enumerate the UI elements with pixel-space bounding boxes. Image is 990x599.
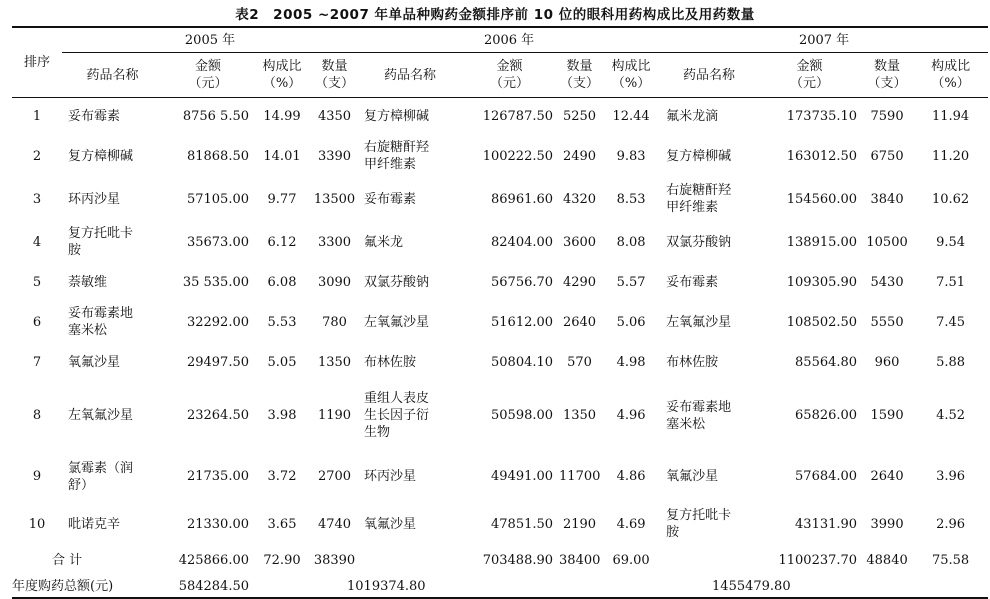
header-2007-qty: 数量 （支） [861,53,913,98]
qty-2006: 1350 [562,408,597,423]
qty-2006: 11700 [559,469,601,484]
total-ratio-2007: 75.58 [931,553,970,568]
table-row [12,221,988,264]
qty-2005: 1350 [317,354,352,370]
ratio-2005: 3.98 [267,408,297,423]
amount-2007: 163012.50 [786,148,858,164]
amount-2006: 86961.60 [491,191,554,207]
qty-2005: 13500 [313,191,356,207]
drug-name-2007: 妥布霉素 [666,274,719,290]
rank-cell: 5 [32,274,42,290]
amount-2007: 43131.90 [795,516,858,532]
header-rank: 排序 [12,27,62,98]
rank-cell: 3 [32,191,42,207]
table-title: 表2 2005 ~2007 年单品种购药金额排序前 10 位的眼科用药构成比及用药数量 [235,7,755,23]
drug-name-2005: 氧氟沙星 [68,354,121,370]
table-row [12,451,988,503]
qty-2005: 4740 [317,516,352,532]
drug-name-2007: 双氯芬酸钠 [666,234,732,250]
amount-2007: 109305.90 [786,274,858,290]
drug-name-2007: 布林佐胺 [666,354,719,370]
annual-amount-2006: 1019374.80 [253,576,557,598]
ratio-2006: 4.98 [616,354,646,370]
table-row [12,98,988,135]
total-ratio-2005: 72.90 [263,553,301,568]
table-row [12,301,988,344]
annual-total-row [12,576,988,598]
drug-name-2005: 妥布霉素地 塞米松 [68,306,134,338]
qty-2007: 1590 [870,408,904,423]
rank-cell: 2 [32,148,42,164]
rank-cell: 8 [32,408,42,423]
header-2007-amount: 金额 （元） [758,53,861,98]
qty-2006: 2490 [562,148,597,164]
amount-2005: 23264.50 [186,408,249,423]
rank-cell: 10 [28,516,46,532]
ratio-2007: 9.54 [936,234,966,250]
qty-2006: 2190 [562,516,597,532]
header-2005-ratio: 构成比 （%） [253,53,311,98]
amount-2005: 35673.00 [186,234,249,250]
drug-name-2006: 重组人表皮 生长因子衍 生物 [364,391,430,440]
amount-2005: 8756 5.50 [182,108,249,124]
qty-2005: 4350 [317,108,352,124]
qty-2005: 1190 [317,408,352,423]
ratio-2007: 7.45 [936,314,966,330]
header-year-2005: 2005 年 [62,27,358,53]
ratio-2006: 8.08 [616,234,646,250]
header-column-row [12,53,988,98]
drug-name-2006: 氧氟沙星 [364,516,417,532]
qty-2006: 4320 [562,191,597,207]
qty-2007: 960 [874,354,900,370]
header-2007-name: 药品名称 [660,53,758,98]
qty-2007: 3990 [870,516,904,532]
qty-2007: 10500 [866,234,908,250]
qty-2007: 5550 [870,314,904,330]
header-2006-qty: 数量 （支） [557,53,602,98]
drug-name-2005: 左氧氟沙星 [68,408,134,423]
drug-name-2006: 双氯芬酸钠 [364,274,430,290]
header-2005-name: 药品名称 [62,53,163,98]
table-row [12,503,988,546]
drug-name-2005: 氯霉素（润 舒） [68,460,134,493]
drug-name-2007: 左氧氟沙星 [666,314,732,330]
qty-2007: 6750 [870,148,904,164]
qty-2005: 2700 [317,469,352,484]
ratio-2006: 5.57 [616,274,646,290]
ratio-2007: 7.51 [936,274,966,290]
header-2006-ratio: 构成比 （%） [602,53,660,98]
drug-name-2007: 氟米龙滴 [666,108,719,124]
amount-2006: 47851.50 [491,516,554,532]
header-year-row [12,27,988,53]
rank-cell: 7 [32,354,42,370]
drug-name-2007: 右旋糖酐羟 甲纤维素 [666,183,732,215]
qty-2007: 3840 [870,191,904,207]
amount-2006: 49491.00 [491,469,554,484]
qty-2007: 5430 [870,274,904,290]
total-empty-2006 [358,546,462,576]
rank-cell: 6 [32,314,42,330]
qty-2006: 5250 [562,108,597,124]
total-amount-2006: 703488.90 [482,553,554,568]
table-row [12,344,988,381]
header-2006-name: 药品名称 [358,53,462,98]
amount-2006: 56756.70 [491,274,554,290]
ratio-2007: 11.94 [931,108,970,124]
qty-2007: 7590 [870,108,904,124]
drug-name-2005: 复方樟柳碱 [68,148,134,164]
ratio-2006: 9.83 [616,148,646,164]
ratio-2005: 14.01 [263,148,301,164]
drug-name-2007: 复方樟柳碱 [666,148,732,164]
ratio-2007: 10.62 [931,191,970,207]
header-year-2006: 2006 年 [358,27,660,53]
ratio-2006: 4.69 [616,516,646,532]
amount-2007: 85564.80 [795,354,858,370]
ratio-2007: 2.96 [936,516,966,532]
amount-2007: 57684.00 [795,469,858,484]
total-label: 合 计 [52,553,83,568]
drug-name-2005: 妥布霉素 [68,108,121,124]
ratio-2006: 8.53 [616,191,646,207]
drug-ranking-table [12,26,988,599]
drug-name-2005: 萘敏维 [68,274,108,290]
qty-2006: 4290 [562,274,597,290]
qty-2006: 3600 [562,234,597,250]
table-row [12,381,988,451]
total-amount-2007: 1100237.70 [778,553,858,568]
ratio-2005: 14.99 [263,108,301,124]
header-2007-ratio: 构成比 （%） [913,53,988,98]
table-row [12,135,988,178]
ratio-2005: 5.05 [267,354,297,370]
ratio-2005: 6.12 [267,234,297,250]
amount-2006: 50598.00 [491,408,554,423]
total-qty-2005: 38390 [313,553,356,568]
amount-2007: 65826.00 [795,408,858,423]
ratio-2005: 6.08 [267,274,297,290]
ratio-2007: 11.20 [931,148,970,164]
header-2005-amount: 金额 （元） [163,53,253,98]
table-row [12,178,988,221]
amount-2005: 35 535.00 [182,274,249,290]
annual-amount-2005: 584284.50 [163,576,253,598]
drug-name-2007: 复方托吡卡 胺 [666,508,732,540]
amount-2006: 82404.00 [491,234,554,250]
qty-2005: 780 [322,314,347,330]
total-ratio-2006: 69.00 [612,553,650,568]
header-2005-qty: 数量 （支） [311,53,358,98]
amount-2006: 100222.50 [482,148,554,164]
drug-name-2006: 右旋糖酐羟 甲纤维素 [364,140,430,172]
ratio-2005: 3.72 [267,469,297,484]
drug-name-2005: 复方托吡卡 胺 [68,226,134,258]
amount-2006: 50804.10 [491,354,554,370]
header-2006-amount: 金额 （元） [462,53,557,98]
amount-2005: 57105.00 [186,191,249,207]
table-row [12,264,988,301]
drug-name-2007: 妥布霉素地 塞米松 [666,399,732,432]
amount-2005: 21735.00 [186,469,249,484]
ratio-2007: 3.96 [936,469,966,484]
amount-2007: 154560.00 [786,191,858,207]
ratio-2006: 4.96 [616,408,646,423]
amount-2005: 21330.00 [186,516,249,532]
amount-2006: 51612.00 [491,314,554,330]
drug-name-2006: 布林佐胺 [364,354,417,370]
amount-2007: 173735.10 [786,108,858,124]
annual-label: 年度购药总额(元) [12,576,163,598]
drug-name-2007: 氧氟沙星 [666,469,719,484]
rank-cell: 4 [32,234,42,250]
qty-2005: 3390 [317,148,352,164]
drug-name-2005: 环丙沙星 [68,191,121,207]
amount-2006: 126787.50 [482,108,554,124]
annual-amount-2007: 1455479.80 [557,576,988,598]
qty-2006: 570 [567,354,592,370]
ratio-2006: 12.44 [612,108,650,124]
amount-2005: 81868.50 [186,148,249,164]
ratio-2006: 4.86 [616,469,646,484]
total-row [12,546,988,576]
rank-cell: 1 [32,108,42,124]
amount-2007: 108502.50 [786,314,858,330]
ratio-2007: 5.88 [936,354,966,370]
total-amount-2005: 425866.00 [178,553,249,568]
drug-name-2006: 左氧氟沙星 [364,314,430,330]
amount-2007: 138915.00 [786,234,858,250]
amount-2005: 29497.50 [186,354,249,370]
drug-name-2006: 环丙沙星 [364,469,417,484]
ratio-2006: 5.06 [616,314,646,330]
drug-name-2006: 氟米龙 [364,234,404,250]
drug-name-2006: 复方樟柳碱 [364,108,430,124]
qty-2005: 3300 [317,234,352,250]
qty-2006: 2640 [562,314,597,330]
ratio-2005: 5.53 [267,314,297,330]
amount-2005: 32292.00 [186,314,249,330]
ratio-2007: 4.52 [936,408,966,423]
total-qty-2006: 38400 [559,553,601,568]
drug-name-2006: 妥布霉素 [364,191,417,207]
qty-2007: 2640 [870,469,904,484]
header-year-2007: 2007 年 [660,27,988,53]
total-qty-2007: 48840 [866,553,908,568]
ratio-2005: 3.65 [267,516,297,532]
qty-2005: 3090 [317,274,352,290]
ratio-2005: 9.77 [267,191,297,207]
rank-cell: 9 [32,469,42,484]
drug-name-2005: 吡诺克辛 [68,516,121,532]
total-empty-2007 [660,546,758,576]
